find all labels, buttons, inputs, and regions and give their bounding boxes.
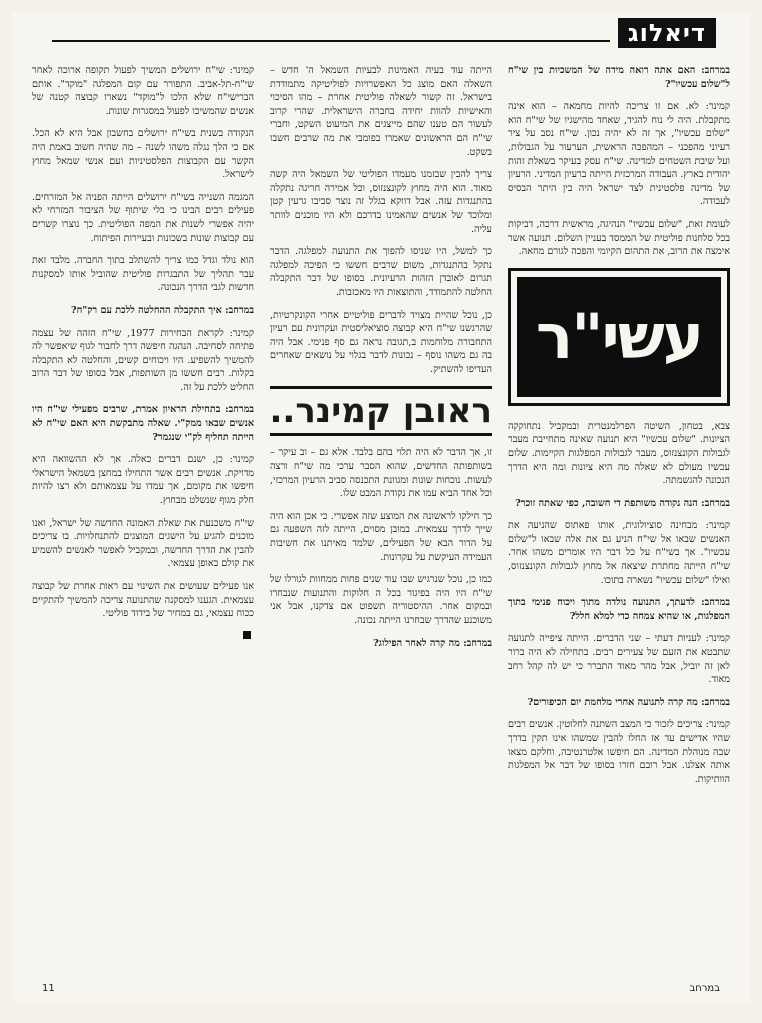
answer-paragraph: כך למשל, היו שניסו להפוך את התנועה למפלגה. הדבר נתקל בהתנגדות, משום שרבים חששו כי הפיכה למפלגה תגרום לאובדן הזהות הרעיונית. בסופו של דבר התקבלה החלטה להתמודד, והתוצאות היו מאכזבות. [270,246,492,298]
answer-paragraph: קמינר: מבחינה סוציולוגית, אותו פאתוס שהניעה את האנשים שבאו אל שי"ח הניע גם את אלה שבאו ל"שלום עכשיו". אך בשי"ח על כל דבר היו אומרים משהו אחר. שי"ח הייתה מחתרת שיצאה אל מחוץ לגבולות הקונצנזוס, ואילו "שלום עכשיו" נשארה בתוכו. [508,520,730,586]
answer-paragraph: קמינר: לעניות דעתי – שני הדברים. הייתה ציפייה לתנועה שתבטא את הזעם של צעירים רבים. בתחילה לא היה ברור לאן זה יוביל, אבל מהר מאוד התברר כי יש לה קהל רחב מאוד. [508,633,730,686]
organization-logo [508,268,730,406]
answer-paragraph: שי"ח משכנעת את שאלת האמונה החדשה של ישראל, ואנו מוכנים להגיע על הישגים המוצגים להתנחלויות. בו צריכים להבין את הדרך החדשה, ובמקביל לאפשר לאנשים להשמיע את קולם באופן עצמאי. [32,517,254,570]
question-paragraph: במרחב: לדעתך, התנועה נולדה מתוך ויכוח פנימי בתוך המפלגות, או שהיא צמחה כדי למלא חלל? [508,597,730,622]
column-left [32,64,254,962]
answer-paragraph: קמינר: לא. אם זו צריכה להיות מחמאה – הוא אינה מתקבלת. היה לי נוח להגיד, שאחד מהישגיו של שי"ח הוא "שלום עכשיו", אך זה לא יהיה נכון. שי"ח נסב על ציר רעיוני מהפכני – המהפכה הראשית, הערעור על הגבולות, ועל שיבת השטחים למדינה. שי"ח עסק בעיקר בשאלת זהות יהודית בארץ. העבודה המרכזית הייתה ברעיון המדיני. הרעיון של מדינה פלסטינית לצד ישראל היה בין היתר הבסיס לעבודה. [508,101,730,208]
magazine-page [12,12,750,1002]
question-paragraph: במרחב: בתחילת הראיון אמרת, שרבים מפעילי שי"ח היו אנשים שבאו ממק"י. שאלה מתבקשת היא האם שי"ח לא הייתה תחליף לק"י שנגמר? [32,404,254,443]
answer-paragraph: קמינר: כן, ישנם דברים כאלה. אך לא ההשוואה היא מדויקת. אנשים רבים אשר התחילו במחצן בשמאל הישראלי חיפשו את מקומם, אך עמדו על עצמאותם ולא רצו להיות חלק מגוף שנשלט מבחוץ. [32,454,254,507]
answer-paragraph: הנקודה בשנית בשי"ח ירושלים בחשבון אבל היא לא הכל. אם כי הלך נגלה משהו לשנה – מה שהיה חשוב באמת היה הקשר עם הקבוצות הפלסטיניות ועם אנשי שמאל מחוץ לישראל. [32,128,254,181]
end-of-article-mark [243,631,251,639]
answer-paragraph: הוא נולד וגדל כמו צריך להשתלב בתוך החברה. מלבד זאת עבר תהליך של התבגרות פוליטית שהוביל אותו למסקנות חדשות לגבי הדרך הנכונה. [32,255,254,294]
answer-paragraph: כמו כן, נוכל שנרגיש שבו עוד שנים פחות ממחוות לגורלו של שי"ח היו היה בפיגור בכל ה חלוקות והתנועות שנבחרו ובמקום אחר. ההיסטוריה תשפוט אם צדקנו, אבל אני משוכנע שהדרך שבחרנו הייתה נכונה. [270,574,492,626]
question-paragraph: במרחב: הנה נקודה משותפת די חשובה, כפי שאתה זוכר? [515,497,730,509]
header-rule [52,40,610,42]
answer-paragraph: כך חילקו לראשונה את המוצע שזה אפשרי. כי אכן הוא היה שייך לדרך עצמאית. במובן מסוים, הייתה לזה השפעה גם על הדור הבא של הפעילים, שלמד מאיתנו את חשיבות העמידה העיקשת על עקרונות. [270,510,492,563]
answer-paragraph: זו, אך הדבר לא היה תלוי בהם בלבד. אלא גם – וב עיקר – בשותפותה החדשים, שהוא הסבר ערכי מה שי"ח ורצה לעשות. נוכחות שונות ומגוונת התכנסה סביב הרעיון המרכזי, וכל אחד הביא עמו את נקודת המבט שלו. [270,447,492,500]
logo-text: עשי"ר [535,299,703,373]
answer-paragraph: צבא, בטחון, השיטה הפרלמנטרית ובמקביל נתחוקקה הציונות. "שלום עכשיו" היא תנועה שאינה מתחייבת מעבר לגבולות הקונצנזוס, מעבר לגבולות המפלגות הקיימות. שלום עכשיו מעולם לא שאלה מה היא ציונות ומה היא הדרך הנכונה להגשמתה. [508,420,730,487]
question-paragraph: במרחב: איך התקבלה ההחלטה ללכת עם רק"ח? [70,304,254,316]
answer-paragraph: צריך להבין שבזמנו מעמדו הפוליטי של השמאל היה קשה מאוד. הוא היה מחוץ לקונצנזוס, וכל אמירה חריגה נתקלה בהתנגדות עזה. אבל דווקא בגלל זה נוצר סביבו גרעין קטן ומלוכד של אנשים שהאמינו בדרכם ולא היו מוכנים לוותר עליה. [270,169,492,235]
question-paragraph: במרחב: מה קרה לתנועה אחרי מלחמת יום הכיפורים? [527,696,730,708]
magazine-name: במרחב [689,983,720,994]
answer-paragraph: כן, נוכל שהיית מצויד לדברים פוליטיים אחרי הקונקרטיות, שהרגשנו שי"ח היא קבוצה סוציאליסטית ועקרונית עם רעיון התחבורה מלוחמות ב,תגובה נראה גם סף פנימי. אבל היה בה גם משהו נוסף – נכונות לדבר בגלוי על נושאים שאחרים העדיפו להשתיק. [270,309,492,375]
page-number: 11 [42,983,55,994]
answer-paragraph: המגמה השנייה בשי"ח ירושלים הייתה הפניה אל המזרחים. פעילים רבים הבינו כי בלי שיתוף של הציבור המזרחי לא יהיה אפשרי לשנות את המפה הפוליטית. כך נוצרו קשרים עם קבוצות שונות בשכונות ובעיירות הפיתוח. [32,191,254,244]
section-title: דיאלוג [618,18,716,48]
question-paragraph: במרחב: האם אתה רואה מידה של המשכיות בין שי"ח ל"שלום עכשיו"? [508,65,730,90]
answer-paragraph: קמינר: שי"ח ירושלים המשיך לפעול תקופה ארוכה לאחר שי"ח-תל-אביב. התפורר עם קום המפלגה "מוקד". אותם הברישי"ח שלא הלכו ל"מוקד" נשארו קבוצה קטנה של אנשים שהמשיכו לפעול במסגרות שונות. [32,65,254,117]
interviewee-name-headline: ראובן קמינר.. [270,386,492,436]
answer-paragraph: קמינר: לקראת הבחירות 1977, שי"ח הזהה של עצמה פתיחה לסחיבה. הנהגה חיפשה דרך לחבור לגוף שיאפשר לה להמשיך להשפיע. היו ויכוחים קשים, והחלטה לא התקבלה בקלות. רבים חששו מן השותפות, אבל בסופו של דבר הרוב החליט ללכת על זה. [32,327,254,393]
answer-paragraph: קמינר: צריכים לזכור כי המצב השתנה לחלוטין. אנשים רבים שהיו אדישים עד אז החלו להבין שמשהו אינו תקין בדרך שבה מנוהלת המדינה. הם חיפשו אלטרנטיבה, וחלקם מצאו אותה אצלנו. אבל רובם חזרו בסופו של דבר אל המפלגות הוותיקות. [508,719,730,785]
column-middle [270,64,492,962]
section-header [12,18,750,50]
answer-paragraph: לעומת זאת, "שלום עכשיו" הנהיגה, מראשית דרכה, דביקות בכל סלחנות פוליטית של הממסד בעניין השלום. תנועה אשר אימצה את הרוב, את התהום הקיומי והפכה לגורם מחאה. [508,218,730,258]
column-right [508,64,730,962]
answer-paragraph: הייתה עוד בעיה האמינות לבעיות השמאל ה' חדש – השאלה האם מוצג כל האפשרויות לפוליטיקה מתמודדת בישראל. זה קשור לשאלה פוליטית אחרת – מהו הסיכוי והאישיות להוות יחידה בחברה הישראלית. שהרי קרוב לעשור הם טענו שהם מייצגים את המיעוט השקט, וחברי שי"ח הם הראשונים שאמרו בפומבי את מה שרבים חשבו בשקט. [270,65,492,158]
answer-paragraph: אנו פעילים שעושים את השינוי עם ראות אחרת של קבוצה עצמאית. הגענו למסקנה שהתנועה צריכה להמשיך להתקיים ככוח עצמאי, גם במחיר של בידוד פוליטי. [32,581,254,620]
question-paragraph: במרחב: מה קרה לאחר הפילוג? [373,637,492,649]
